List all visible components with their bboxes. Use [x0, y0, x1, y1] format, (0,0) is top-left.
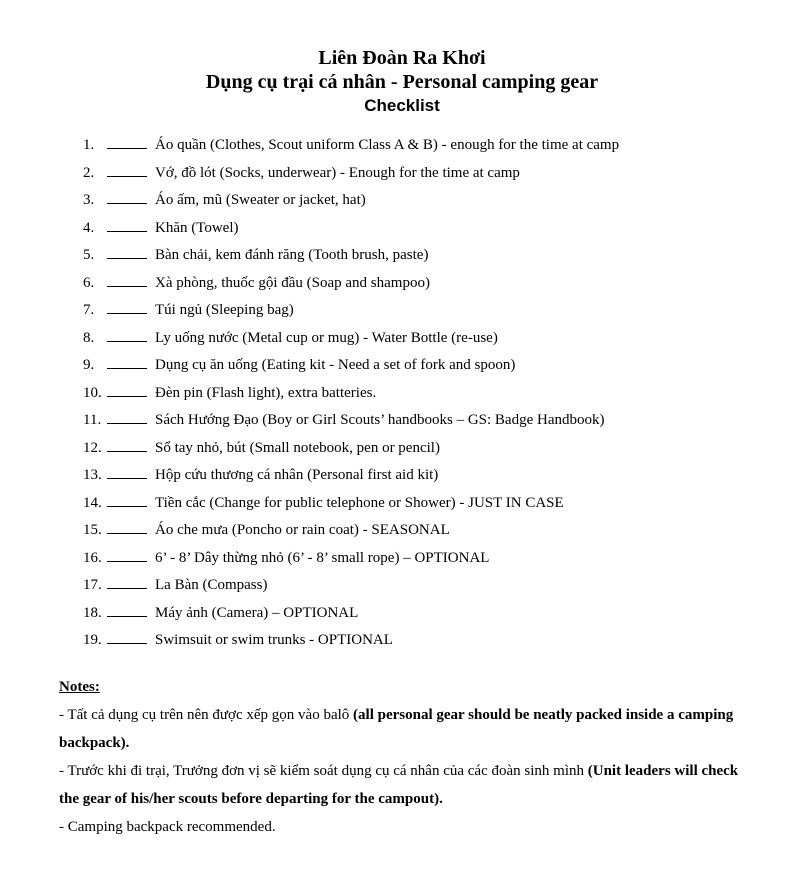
- checklist-item: [83, 602, 619, 630]
- item-text: Sổ tay nhỏ, bút (Small notebook, pen or pencil): [155, 439, 440, 456]
- item-text: Đèn pin (Flash light), extra batteries.: [155, 384, 377, 401]
- check-blank: [107, 629, 147, 644]
- page-subtitle: Dụng cụ trại cá nhân - Personal camping gear: [205, 71, 599, 93]
- checklist-item: [83, 162, 619, 190]
- check-blank: [107, 409, 147, 424]
- checklist-item: [83, 244, 619, 272]
- item-number: 4.: [83, 219, 95, 236]
- item-text: Xà phòng, thuốc gội đầu (Soap and shampoo): [155, 274, 430, 291]
- check-blank: [107, 547, 147, 562]
- item-text: Sách Hướng Đạo (Boy or Girl Scouts’ handbooks – GS: Badge Handbook): [155, 412, 605, 428]
- checklist-item: [83, 354, 619, 382]
- checklist-item: [83, 464, 619, 492]
- checklist-item: [83, 437, 619, 465]
- item-number: 13.: [83, 467, 102, 483]
- item-number: 12.: [83, 439, 102, 456]
- item-text: Ly uống nước (Metal cup or mug) - Water Bottle (re-use): [155, 329, 498, 346]
- check-blank: [107, 437, 147, 452]
- item-text: Vớ, đồ lót (Socks, underwear) - Enough for the time at camp: [155, 164, 520, 181]
- check-blank: [107, 272, 147, 287]
- check-blank: [107, 519, 147, 534]
- item-number: 18.: [83, 604, 102, 621]
- checklist-item: [83, 492, 619, 520]
- item-number: 9.: [83, 357, 95, 373]
- check-blank: [107, 382, 147, 397]
- checklist-item: [83, 299, 619, 327]
- checklist-item: [83, 272, 619, 300]
- note-packing-en: (all personal gear should be neatly packed inside a camping backpack).: [59, 707, 734, 751]
- note-packing-vi: - Tất cả dụng cụ trên nên được xếp gọn vào balô: [59, 707, 354, 723]
- item-text: 6’ - 8’ Dây thừng nhỏ (6’ - 8’ small rope) – OPTIONAL: [155, 549, 490, 566]
- check-blank: [107, 464, 147, 479]
- checklist-item: [83, 409, 619, 437]
- item-number: 17.: [83, 577, 102, 593]
- item-number: 7.: [83, 302, 95, 318]
- check-blank: [107, 189, 147, 204]
- check-blank: [107, 602, 147, 617]
- checklist-item: [83, 547, 619, 575]
- item-number: 11.: [83, 412, 102, 428]
- check-blank: [107, 134, 147, 149]
- item-number: 15.: [83, 522, 102, 538]
- check-blank: [107, 217, 147, 232]
- item-text: Tiền cắc (Change for public telephone or Shower) - JUST IN CASE: [155, 494, 564, 511]
- item-number: 3.: [83, 192, 95, 208]
- check-blank: [107, 492, 147, 507]
- item-text: Hộp cứu thương cá nhân (Personal first aid kit): [155, 467, 439, 483]
- item-number: 2.: [83, 164, 95, 181]
- checklist-item: [83, 382, 619, 410]
- item-text: Bàn chải, kem đánh răng (Tooth brush, paste): [155, 247, 429, 263]
- checklist-item: [83, 217, 619, 245]
- note-inspection: [59, 757, 759, 813]
- check-blank: [107, 574, 147, 589]
- item-number: 6.: [83, 274, 95, 291]
- checklist-item: [83, 574, 619, 602]
- checklist-heading: Checklist: [364, 96, 440, 115]
- item-number: 19.: [83, 632, 102, 648]
- checklist-item: [83, 134, 619, 162]
- note-backpack: - Camping backpack recommended.: [59, 819, 276, 835]
- item-text: Áo quần (Clothes, Scout uniform Class A & B) - enough for the time at camp: [155, 137, 620, 153]
- note-inspection-vi: - Trước khi đi trại, Trưởng đơn vị sẽ kiểm soát dụng cụ cá nhân của các đoàn sinh mình: [59, 763, 588, 779]
- item-text: Máy ảnh (Camera) – OPTIONAL: [155, 604, 359, 621]
- item-number: 8.: [83, 329, 95, 346]
- checklist-item: [83, 189, 619, 217]
- checklist-item: [83, 519, 619, 547]
- item-text: Dụng cụ ăn uống (Eating kit - Need a set of fork and spoon): [155, 357, 516, 373]
- checklist-item: [83, 327, 619, 355]
- item-number: 1.: [83, 137, 95, 153]
- item-text: Swimsuit or swim trunks - OPTIONAL: [155, 632, 393, 648]
- page-title: Liên Đoàn Ra Khơi: [318, 47, 486, 69]
- notes-heading: Notes:: [59, 679, 100, 695]
- item-text: Khăn (Towel): [155, 219, 239, 236]
- check-blank: [107, 354, 147, 369]
- item-text: Áo ấm, mũ (Sweater or jacket, hat): [155, 192, 366, 208]
- notes-section: [59, 673, 759, 841]
- checklist: [83, 134, 619, 657]
- check-blank: [107, 299, 147, 314]
- item-text: Túi ngủ (Sleeping bag): [155, 302, 294, 318]
- note-inspection-en: (Unit leaders will check the gear of his/her scouts before departing for the campout).: [59, 763, 739, 807]
- check-blank: [107, 162, 147, 177]
- checklist-item: [83, 629, 619, 657]
- check-blank: [107, 244, 147, 259]
- item-text: Áo che mưa (Poncho or rain coat) - SEASONAL: [155, 522, 450, 538]
- item-number: 14.: [83, 494, 102, 511]
- note-packing: [59, 701, 759, 757]
- check-blank: [107, 327, 147, 342]
- item-number: 16.: [83, 549, 102, 566]
- item-text: La Bàn (Compass): [155, 577, 268, 593]
- item-number: 5.: [83, 247, 95, 263]
- item-number: 10.: [83, 384, 102, 401]
